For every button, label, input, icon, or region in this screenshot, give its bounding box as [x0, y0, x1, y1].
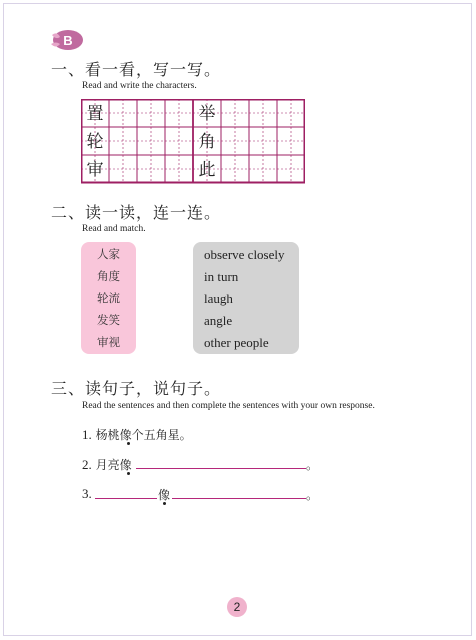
chinese-word[interactable]: 审视 [97, 335, 120, 349]
answer-line-3b[interactable] [172, 498, 306, 499]
sentence-3-number: 3. [82, 486, 92, 501]
sentence-3-mid: 像 [158, 488, 171, 502]
section2-title: 二、读一读，连一连。 [51, 203, 222, 222]
english-word[interactable]: in turn [204, 269, 239, 284]
grid-character: 角 [198, 132, 216, 152]
english-word[interactable]: angle [204, 313, 233, 328]
chinese-word[interactable]: 发笑 [97, 313, 120, 327]
grid-character: 举 [198, 104, 216, 124]
english-word[interactable]: laugh [204, 291, 233, 306]
chinese-word[interactable]: 轮流 [97, 291, 120, 305]
grid-character: 轮 [86, 132, 104, 152]
english-words-box [193, 242, 299, 354]
emphasis-dot [127, 442, 130, 445]
page-number: 2 [227, 597, 247, 617]
character-grid [81, 99, 305, 185]
chinese-words-box [81, 242, 136, 354]
grid-character: 此 [198, 160, 216, 180]
section3-instruction: Read the sentences and then complete the sentences with your own response. [82, 401, 375, 411]
section1-instruction: Read and write the characters. [82, 81, 197, 91]
sentence-1-number: 1. [82, 427, 92, 442]
answer-line-3a[interactable] [95, 498, 157, 499]
section2-instruction: Read and match. [82, 224, 146, 234]
badge-letter: B [63, 33, 73, 48]
chinese-word[interactable]: 角度 [97, 269, 120, 283]
chinese-word[interactable]: 人家 [97, 247, 120, 261]
sentence-2-text: 月亮像 [95, 458, 132, 472]
section3-title: 三、读句子，说句子。 [51, 379, 222, 398]
sentence-2-end: 。 [306, 458, 319, 472]
english-word[interactable]: observe closely [204, 247, 285, 262]
sentence-3-end: 。 [306, 488, 319, 502]
sentence-3 [82, 486, 92, 502]
section-b-badge [48, 29, 84, 51]
answer-line-2[interactable] [136, 468, 306, 469]
grid-character: 审 [86, 160, 104, 180]
emphasis-dot [127, 472, 130, 475]
grid-character: 置 [86, 104, 104, 124]
section1-title: 一、看一看，写一写。 [51, 60, 222, 79]
english-word[interactable]: other people [204, 335, 269, 350]
sentence-1 [82, 426, 192, 443]
sentence-2-number: 2. [82, 457, 92, 472]
emphasis-dot [163, 502, 166, 505]
sentence-2 [82, 456, 132, 473]
sentence-1-text: 杨桃像个五角星。 [95, 428, 192, 442]
